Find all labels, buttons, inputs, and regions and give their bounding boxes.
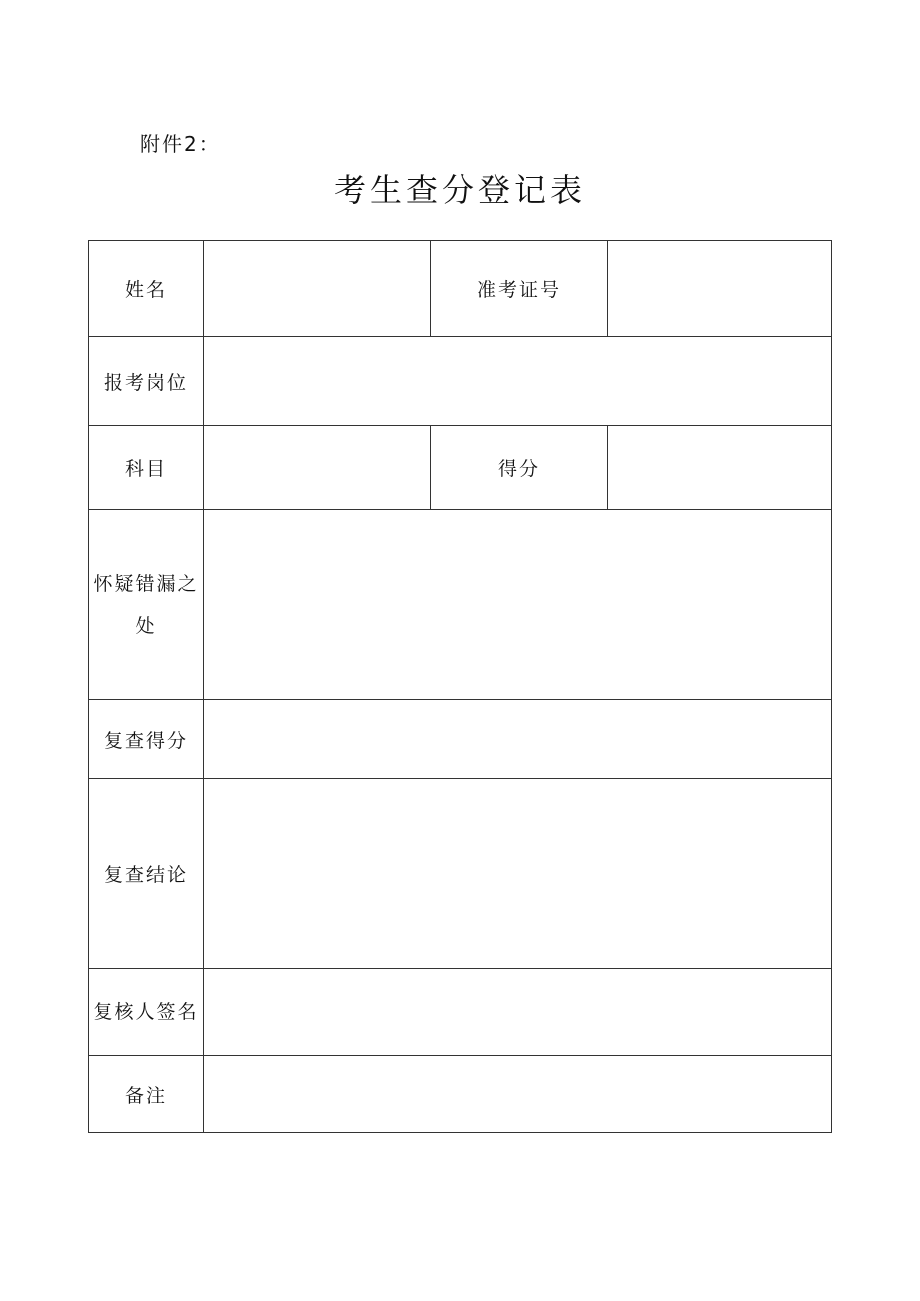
registration-form-table — [88, 240, 832, 1133]
suspected-error-label-cell — [89, 510, 204, 700]
subject-field[interactable] — [204, 426, 431, 510]
suspected-error-field[interactable] — [204, 510, 832, 700]
name-field[interactable] — [204, 241, 431, 337]
position-label: 报考岗位 — [89, 337, 204, 426]
attachment-label: 附件2： — [140, 132, 221, 156]
reviewer-signature-label-cell — [89, 969, 204, 1056]
reviewer-signature-label: 复核人签名 — [93, 1000, 199, 1023]
row-name — [89, 241, 832, 337]
exam-id-label: 准考证号 — [431, 241, 608, 337]
recheck-score-field[interactable] — [204, 700, 832, 779]
exam-id-field[interactable] — [608, 241, 832, 337]
row-remarks — [89, 1056, 832, 1133]
remarks-field[interactable] — [204, 1056, 832, 1133]
recheck-conclusion-field[interactable] — [204, 779, 832, 969]
remarks-label: 备注 — [89, 1056, 204, 1133]
suspected-error-label: 怀疑错漏之处 — [93, 572, 199, 637]
row-position — [89, 337, 832, 426]
name-label: 姓名 — [89, 241, 204, 337]
score-field[interactable] — [608, 426, 832, 510]
row-suspected-error — [89, 510, 832, 700]
subject-label: 科目 — [89, 426, 204, 510]
row-subject-score — [89, 426, 832, 510]
recheck-conclusion-label: 复查结论 — [89, 779, 204, 969]
page-title: 考生查分登记表 — [333, 171, 586, 209]
row-recheck-conclusion — [89, 779, 832, 969]
row-reviewer-signature — [89, 969, 832, 1056]
position-field[interactable] — [204, 337, 832, 426]
row-recheck-score — [89, 700, 832, 779]
score-label: 得分 — [431, 426, 608, 510]
recheck-score-label: 复查得分 — [89, 700, 204, 779]
reviewer-signature-field[interactable] — [204, 969, 832, 1056]
